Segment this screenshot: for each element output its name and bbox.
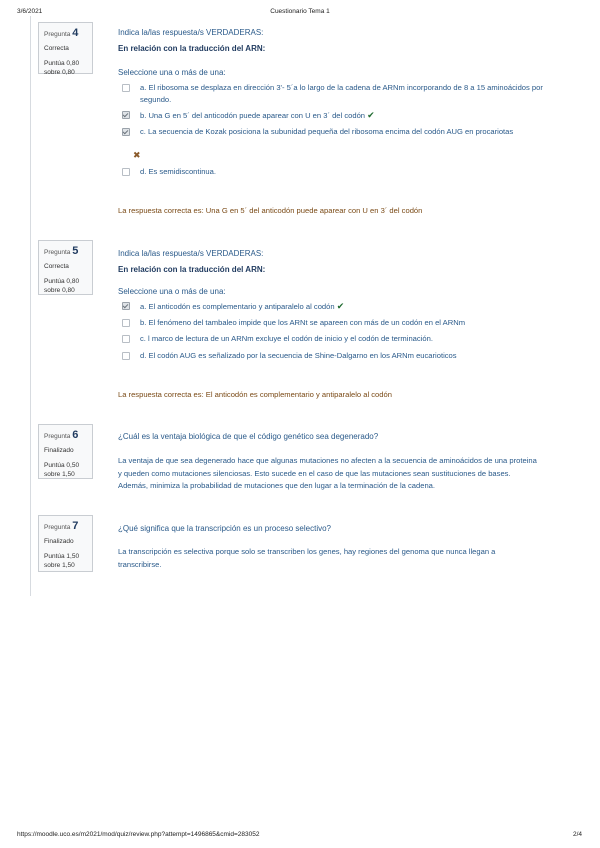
question-state: Finalizado [44,538,74,545]
left-rule [30,16,31,596]
question-label: Pregunta [44,433,71,440]
print-date: 3/6/2021 [17,8,43,15]
question-grade-max: sobre 1,50 [44,562,75,569]
answer-option-text: d. El codón AUG es señalizado por la secuencia de Shine-Dalgarno en los ARNm eucarioticos [140,351,457,360]
question-info-7 [38,515,93,572]
question-state: Finalizado [44,447,74,454]
answer-option-text: b. Una G en 5´ del anticodón puede aparear con U en 3´ del codón [140,111,366,120]
answer-option-text: c. La secuencia de Kozak posiciona la subunidad pequeña del ribosoma encima del codón AUG en procariotas [140,127,514,136]
answer-checkbox[interactable] [122,335,130,343]
question-instruction: Indica la/las respuesta/s VERDADERAS: [118,249,264,258]
answer-option-b[interactable] [122,317,552,329]
answer-option-d[interactable] [122,166,552,178]
answer-option-d[interactable] [122,350,552,362]
answer-checkbox[interactable] [122,302,130,310]
select-prompt: Seleccione una o más de una: [118,68,226,77]
question-grade-max: sobre 1,50 [44,471,75,478]
question-info-6 [38,424,93,479]
question-instruction: Indica la/las respuesta/s VERDADERAS: [118,28,264,37]
check-icon: ✔ [336,301,345,311]
question-grade-max: sobre 0,80 [44,69,75,76]
question-info-5 [38,240,93,295]
correct-answer-feedback: La respuesta correcta es: El anticodón es complementario y antiparalelo al codón [118,390,392,399]
question-heading: En relación con la traducción del ARN: [118,44,266,53]
question-label: Pregunta [44,524,71,531]
answer-option-b[interactable] [122,109,552,122]
question-grade: Puntúa 0,80 [44,60,80,67]
answer-checkbox[interactable] [122,319,130,327]
answer-option-text: a. El anticodón es complementario y antiparalelo al codón [140,302,335,311]
question-number: 5 [72,245,79,257]
answer-checkbox[interactable] [122,352,130,360]
question-number: 6 [72,429,79,441]
answer-option-a[interactable] [122,82,552,106]
question-label: Pregunta [44,249,71,256]
question-grade: Puntúa 1,50 [44,553,80,560]
page-number: 2/4 [572,831,582,838]
answer-option-c[interactable] [122,333,552,345]
answer-option-c[interactable] [122,126,552,138]
essay-answer: La transcripción es selectiva porque solo se transcriben los genes, hay regiones del genoma que nunca llegan a transcribirse. [118,547,496,569]
select-prompt: Seleccione una o más de una: [118,287,226,296]
check-icon: ✔ [367,110,375,120]
question-text: ¿Cuál es la ventaja biológica de que el código genético sea degenerado? [118,432,379,441]
essay-answer: La ventaja de que sea degenerado hace que algunas mutaciones no afecten a la secuencia de aminoácidos de una proteina y queden como mutaciones silenciosas. Esto sucede en el caso de que las mutaciones sean sustituciones de bases. Además, minimiza la probabilidad de mutaciones que den lugar a la terminación de la cadena. [118,456,537,490]
answer-checkbox[interactable] [122,128,130,136]
question-state: Correcta [44,263,69,270]
question-state: Correcta [44,45,69,52]
question-grade: Puntúa 0,80 [44,278,80,285]
answer-checkbox[interactable] [122,84,130,92]
question-label: Pregunta [44,31,71,38]
answer-checkbox[interactable] [122,111,130,119]
correct-answer-feedback: La respuesta correcta es: Una G en 5´ del anticodón puede aparear con U en 3´ del codón [118,206,423,215]
page-title: Cuestionario Tema 1 [270,8,330,15]
answer-checkbox[interactable] [122,168,130,176]
question-info-4 [38,22,93,74]
question-text: ¿Qué significa que la transcripción es un proceso selectivo? [118,524,331,533]
question-number: 7 [72,520,79,532]
answer-option-text: d. Es semidiscontinua. [140,167,216,176]
answer-option-a[interactable] [122,300,552,313]
question-grade: Puntúa 0,50 [44,462,80,469]
question-heading: En relación con la traducción del ARN: [118,265,266,274]
answer-option-text: c. l marco de lectura de un ARNm excluye el codón de inicio y el codón de terminación. [140,334,433,343]
cross-icon: ✖ [133,150,141,160]
answer-option-text: a. El ribosoma se desplaza en dirección 3'- 5´a lo largo de la cadena de ARNm incorporando de 8 a 15 aminoácidos por segundo. [140,83,543,104]
answer-option-text: b. El fenómeno del tambaleo impide que los ARNt se apareen con más de un codón en el ARNm [140,318,466,327]
question-number: 4 [72,27,79,39]
question-grade-max: sobre 0,80 [44,287,75,294]
page-url: https://moodle.uco.es/m2021/mod/quiz/review.php?attempt=1496865&cmid=283052 [17,831,260,838]
